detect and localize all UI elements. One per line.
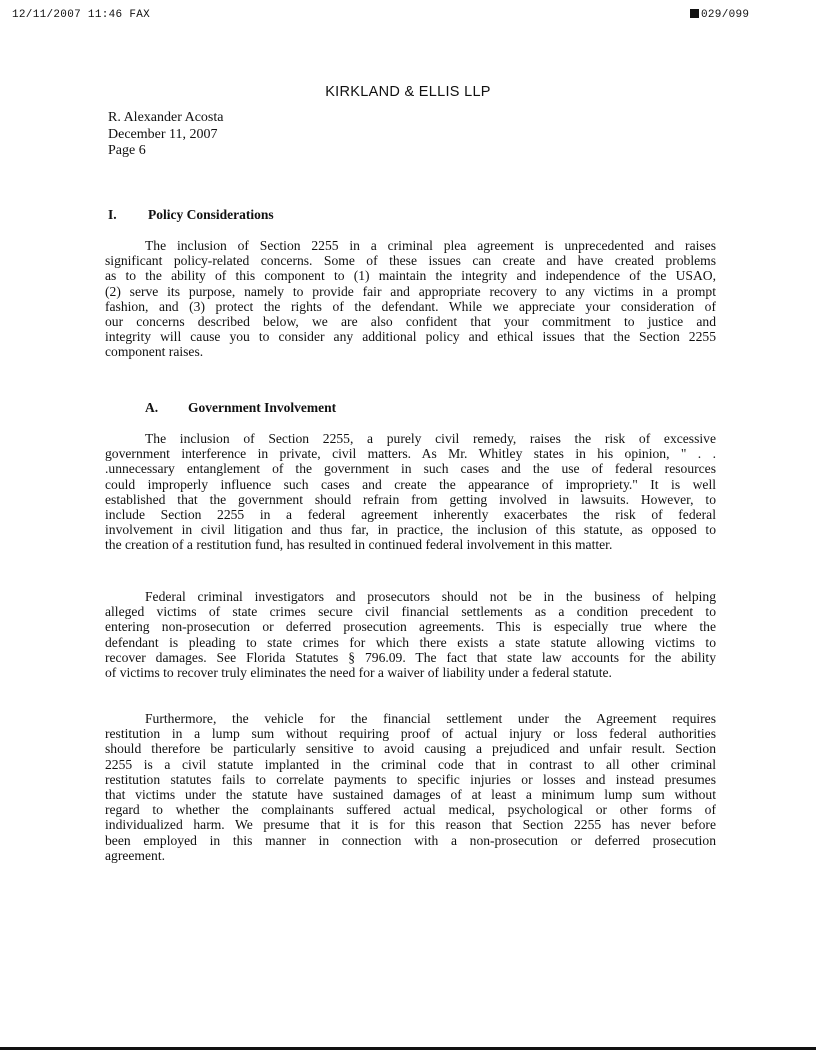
text-line: as to the ability of this component to (1) maintain the integrity and independence of the USAO, (105, 268, 716, 284)
section-heading: Policy Considerations (148, 207, 274, 222)
section-number: I. (108, 207, 117, 222)
text-line: the creation of a restitution fund, has resulted in continued federal involvement in this matter. (105, 537, 613, 553)
text-line: established that the government should refrain from getting involved in lawsuits. However, to (105, 491, 716, 507)
page-number: Page 6 (108, 143, 146, 158)
fax-timestamp: 12/11/2007 11:46 FAX (12, 9, 151, 21)
subsection-heading: Government Involvement (188, 400, 337, 415)
fax-page-counter (690, 9, 749, 21)
text-line: recover damages. See Florida Statutes § 796.09. The fact that state law accounts for the ability (105, 649, 716, 665)
text-line: integrity will cause you to consider any additional policy and ethical issues that the Section 2255 (105, 329, 716, 345)
fax-bottom-edge (0, 1047, 816, 1050)
paragraph-furthermore (105, 711, 716, 863)
text-line: restitution statutes fails to correlate payments to specific injuries or losses and instead presumes (105, 771, 716, 787)
text-line: Furthermore, the vehicle for the financial settlement under the Agreement requires (145, 711, 716, 726)
paragraph-policy (105, 238, 716, 360)
text-line: entering non-prosecution or deferred prosecution agreements. This is especially true where the (105, 619, 716, 635)
firm-letterhead: KIRKLAND & ELLIS LLP (325, 84, 491, 100)
text-line: The inclusion of Section 2255, a purely civil remedy, raises the risk of excessive (145, 431, 716, 446)
text-line: been employed in this manner in connection with a non-prosecution or deferred prosecution (105, 832, 716, 848)
paragraph-government-involvement (105, 431, 716, 553)
text-line: Federal criminal investigators and prosecutors should not be in the business of helping (145, 589, 716, 604)
fax-icon (690, 9, 699, 18)
text-line: 2255 is a civil statute implanted in the criminal code that in contrast to all other criminal (105, 756, 716, 772)
text-line: regard to whether the complainants suffered actual medical, psychological or other forms of (105, 802, 716, 818)
text-line: significant policy-related concerns. Some of these issues can create and have created problems (105, 253, 716, 269)
letter-address-block (108, 110, 223, 160)
letter-date: December 11, 2007 (108, 126, 218, 142)
subsection-number: A. (145, 400, 159, 415)
page-counter-text: 029/099 (701, 9, 750, 21)
text-line: individualized harm. We presume that it is for this reason that Section 2255 has never before (105, 817, 716, 833)
text-line: The inclusion of Section 2255 in a criminal plea agreement is unprecedented and raises (145, 238, 716, 253)
text-line: fashion, and (3) protect the rights of the defendant. While we appreciate your consideration of (105, 298, 716, 314)
recipient: R. Alexander Acosta (108, 110, 224, 125)
text-line: agreement. (105, 847, 166, 863)
text-line: (2) serve its purpose, namely to provide fair and appropriate recovery to any victims in a prompt (105, 283, 716, 299)
text-line: that victims under the statute have sustained damages of at least a minimum lump sum without (105, 786, 716, 802)
text-line: our concerns described below, we are also confident that your commitment to justice and (105, 313, 716, 329)
text-line: restitution in a lump sum without requiring proof of actual injury or loss federal authorities (105, 726, 716, 742)
text-line: include Section 2255 in a federal agreement inherently exacerbates the risk of federal (105, 506, 716, 522)
text-line: should therefore be particularly sensitive to avoid causing a prejudiced and unfair result. Section (105, 741, 716, 757)
text-line: involvement in civil litigation and thus far, in practice, the inclusion of this statute, as opposed to (105, 522, 716, 538)
text-line: defendant is pleading to state crimes for which there exists a state statute allowing victims to (105, 634, 716, 650)
text-line: alleged victims of state crimes secure civil financial settlements as a condition precedent to (105, 604, 716, 620)
text-line: of victims to recover truly eliminates the need for a waiver of liability under a federal statute. (105, 664, 612, 680)
text-line: .unnecessary entanglement of the government in such cases and the use of federal resources (105, 461, 716, 477)
paragraph-federal-investigators (105, 589, 716, 680)
text-line: could improperly influence such cases and create the appearance of impropriety." It is well (105, 476, 716, 492)
text-line: component raises. (105, 344, 204, 360)
text-line: government interference in private, civil matters. As Mr. Whitley states in his opinion, " . . (105, 446, 716, 462)
